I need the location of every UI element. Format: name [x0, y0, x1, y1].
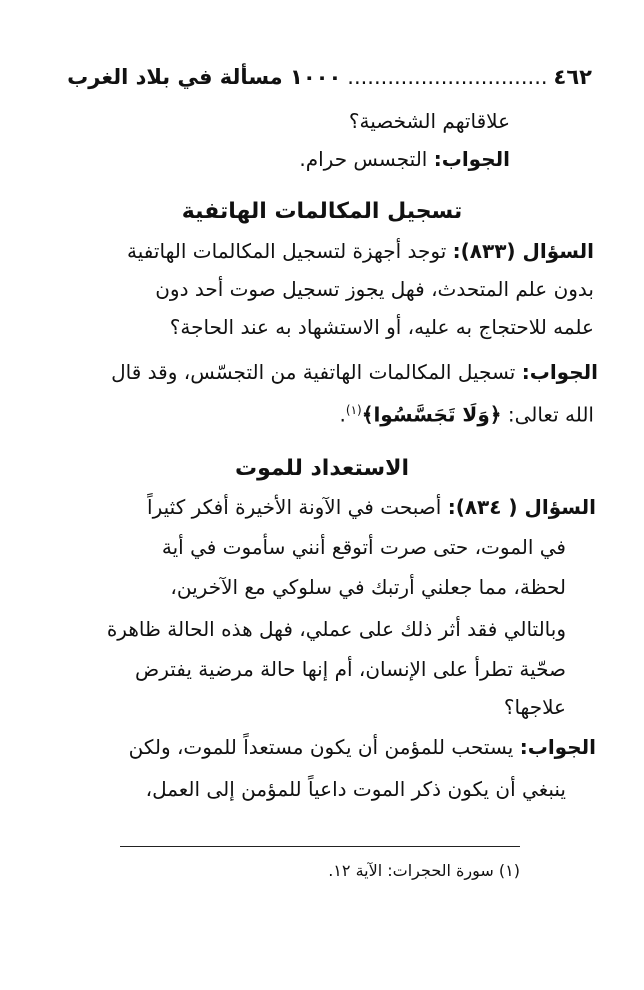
question-line: بدون علم المتحدث، فهل يجوز تسجيل صوت أحد دون	[155, 277, 594, 301]
answer-label: الجواب:	[519, 735, 596, 759]
answer-label: الجواب:	[521, 360, 598, 384]
question-line: لحظة، مما جعلني أرتبك في سلوكي مع الآخرين،	[170, 575, 566, 599]
question-line: صحّية تطرأ على الإنسان، أم إنها حالة مرضية يفترض	[135, 657, 566, 681]
question-line: وبالتالي فقد أثر ذلك على عملي، فهل هذه الحالة ظاهرة	[106, 617, 566, 641]
question-line	[147, 490, 596, 524]
question-text: أصبحت في الآونة الأخيرة أفكر كثيراً	[147, 495, 448, 519]
answer-line	[340, 393, 594, 427]
answer-line	[111, 355, 598, 389]
section-heading: تسجيل المكالمات الهاتفية	[181, 199, 463, 224]
section-heading: الاستعداد للموت	[234, 456, 410, 481]
running-header	[22, 60, 592, 94]
answer-text: تسجيل المكالمات الهاتفية من التجسّس، وقد قال	[111, 360, 522, 384]
footnote-ref: (١)	[345, 403, 362, 417]
text-line: علاقاتهم الشخصية؟	[348, 109, 510, 133]
question-text: توجد أجهزة لتسجيل المكالمات الهاتفية	[127, 239, 453, 263]
answer-text: الله تعالى:	[501, 402, 594, 427]
question-line	[127, 234, 594, 268]
question-label: السؤال ( ٨٣٤):	[447, 495, 596, 519]
footnote-divider	[120, 846, 520, 847]
answer-line	[299, 142, 510, 176]
answer-line	[129, 730, 596, 764]
answer-text: يستحب للمؤمن أن يكون مستعداً للموت، ولكن	[128, 735, 520, 759]
book-title: ١٠٠٠ مسألة في بلاد الغرب	[67, 65, 342, 89]
answer-text: .	[339, 402, 346, 427]
answer-text: التجسس حرام.	[299, 147, 434, 171]
question-line: علاجها؟	[503, 695, 566, 719]
footnote: (١) سورة الحجرات: الآية ١٢.	[328, 861, 520, 880]
answer-line: ينبغي أن يكون ذكر الموت داعياً للمؤمن إلى العمل،	[145, 777, 566, 801]
quran-quote: ﴿وَلَا تَجَسَّسُوا﴾	[361, 402, 502, 427]
page-number: ٤٦٢	[553, 65, 592, 89]
question-line: علمه للاحتجاج به عليه، أو الاستشهاد به عند الحاجة؟	[169, 315, 594, 339]
answer-label: الجواب:	[433, 147, 510, 171]
question-label: السؤال (٨٣٣):	[452, 239, 594, 263]
question-line: في الموت، حتى صرت أتوقع أنني سأموت في أية	[161, 535, 566, 559]
leader-dots: ..............................	[347, 65, 548, 89]
